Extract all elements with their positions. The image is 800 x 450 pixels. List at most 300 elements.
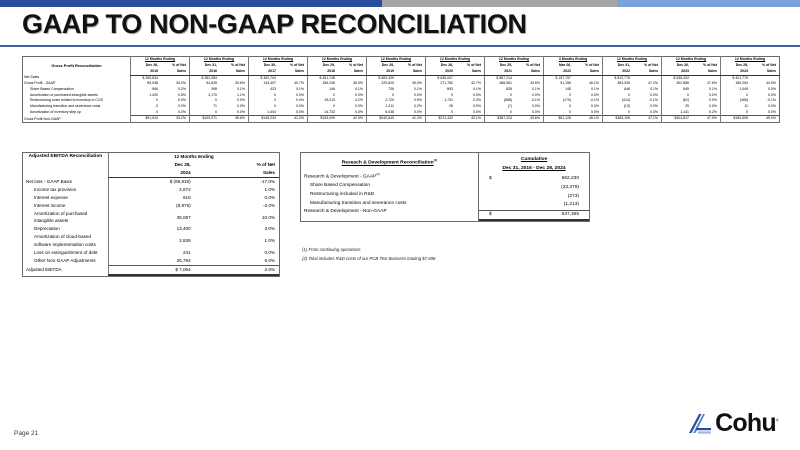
col-sales-label-8: Sales bbox=[632, 69, 662, 75]
cell-percent: 43.6% bbox=[530, 81, 540, 86]
rd-amount-table bbox=[479, 153, 589, 221]
list-item bbox=[23, 202, 279, 210]
rd-row-label: Research & Development - GAAP$^{(2)}$ bbox=[304, 172, 380, 180]
row-label: Share Based Compensation bbox=[30, 86, 74, 91]
rd-row-label: Manufacturing transition and severance costs bbox=[310, 200, 407, 206]
footnote-2: (2) Total includes R&D costs of our PCB Test Business totaling $7,698 bbox=[302, 255, 436, 261]
ebitda-row-value: $ (69,818) bbox=[108, 178, 193, 186]
col-pct-label-9: % of Net bbox=[703, 62, 717, 67]
ebitda-header-spacer bbox=[23, 161, 108, 169]
col-date-7: Mar 26, bbox=[544, 63, 574, 69]
cell-value: 3,170 bbox=[190, 93, 220, 99]
cell-value: 0 bbox=[426, 93, 456, 99]
cell-value: $100,471 bbox=[190, 116, 220, 123]
ebitda-header-spacer-2 bbox=[23, 169, 108, 177]
cell-percent: 35.3% bbox=[353, 81, 363, 86]
gross-profit-section-title: Gross Profit Reconciliation bbox=[51, 62, 102, 68]
ebitda-row-percent: 6.0% bbox=[264, 257, 275, 263]
cell-value: 145 bbox=[544, 87, 574, 93]
cell-value: 383,326 bbox=[603, 81, 633, 87]
rd-label-body bbox=[301, 172, 478, 216]
col-year-6: 2021 bbox=[485, 69, 515, 75]
cell-percent: 0.5% bbox=[414, 98, 422, 103]
rd-amount-row bbox=[479, 184, 589, 193]
ebitda-pct-header-2: Sales bbox=[194, 169, 279, 177]
cell-percent: 0.3% bbox=[473, 98, 481, 103]
cell-value: 0 bbox=[131, 110, 161, 116]
rd-cumulative-period-cell bbox=[479, 165, 589, 176]
row-label: Restructuring costs related to inventory in COS bbox=[30, 98, 103, 103]
cell-value: 0 bbox=[131, 98, 161, 104]
list-item bbox=[23, 194, 279, 202]
cell-value: 423 bbox=[249, 87, 279, 93]
cell-percent: 0.0% bbox=[650, 92, 658, 97]
cell-percent: 0.1% bbox=[709, 86, 717, 91]
cell-value: 0 bbox=[249, 104, 279, 110]
col-sales-label-2: Sales bbox=[278, 69, 308, 75]
cell-percent: 0.0% bbox=[178, 103, 186, 108]
cell-value: 0 bbox=[603, 93, 633, 99]
rd-cumulative-header: Cumulative bbox=[520, 157, 548, 162]
cell-value: 180,294 bbox=[721, 81, 751, 87]
ebitda-row-label: Adjusted EBITDA bbox=[26, 267, 62, 273]
cell-percent: 0.1% bbox=[473, 86, 481, 91]
rd-reconciliation-panel bbox=[300, 152, 590, 222]
cell-value: 1,731 bbox=[426, 98, 456, 104]
rd-row-amount: 662,230 bbox=[561, 176, 579, 182]
cell-percent: 44.9% bbox=[766, 81, 776, 86]
rd-cumulative-header-row bbox=[479, 153, 589, 165]
rd-row bbox=[301, 172, 478, 182]
col-group-7: 3 Months Ending bbox=[544, 57, 603, 63]
col-group-2: 12 Months Ending bbox=[249, 57, 308, 63]
rd-currency-symbol bbox=[479, 201, 534, 210]
table-row bbox=[23, 116, 780, 123]
cell-value: 0 bbox=[367, 93, 397, 99]
ebitda-row-label: Amortization of cloud-based software implementation costs bbox=[34, 234, 96, 248]
cell-percent: 0.2% bbox=[178, 86, 186, 91]
cell-value: 0 bbox=[721, 110, 751, 116]
ebitda-table-head bbox=[23, 153, 279, 178]
cell-value: 386,961 bbox=[485, 81, 515, 87]
rd-row-label: Share Based Compensation bbox=[310, 183, 370, 189]
cell-value: 1,420 bbox=[131, 93, 161, 99]
rd-currency-symbol bbox=[479, 193, 534, 202]
cell-percent: -0.1% bbox=[530, 98, 540, 103]
row-label: Amortization of inventory step up bbox=[30, 109, 81, 114]
col-sales-label-6: Sales bbox=[514, 69, 544, 75]
cell-percent: 0.1% bbox=[355, 86, 363, 91]
col-pct-label-2: % of Net bbox=[290, 62, 304, 67]
cell-value: 0 bbox=[190, 110, 220, 116]
cell-percent: 0.1% bbox=[296, 86, 304, 91]
col-year-4: 2019 bbox=[367, 69, 397, 75]
cell-percent: -0.1% bbox=[766, 98, 776, 103]
col-group-5: 12 Months Ending bbox=[426, 57, 485, 63]
ebitda-title: Adjusted EBITDA Reconciliation bbox=[28, 154, 103, 159]
cell-value: $ 352,704 bbox=[249, 75, 279, 81]
rd-row bbox=[301, 200, 478, 209]
col-sales-label-1: Sales bbox=[219, 69, 249, 75]
cell-percent: 0.1% bbox=[591, 86, 599, 91]
cell-percent: -0.1% bbox=[648, 98, 658, 103]
cohu-trademark: ® bbox=[775, 417, 778, 423]
ebitda-row-percent: 10.0% bbox=[261, 214, 275, 220]
cell-value: 646 bbox=[603, 87, 633, 93]
row-label: Net Sales bbox=[24, 75, 40, 80]
cell-value: 1,211 bbox=[367, 104, 397, 110]
ebitda-row-label: Income tax provision bbox=[34, 186, 77, 192]
ebitda-row-percent: 0.0% bbox=[264, 250, 275, 256]
rd-amount-row bbox=[479, 193, 589, 202]
cell-value: (7) bbox=[485, 104, 515, 110]
list-item bbox=[23, 233, 279, 249]
rd-title: Reseach & Development Reconciliation bbox=[341, 160, 434, 166]
rd-row-label: Research & Development - Non-GAAP bbox=[304, 209, 387, 215]
rd-amount-row bbox=[479, 201, 589, 210]
cell-value: $ 887,214 bbox=[485, 75, 515, 81]
rd-cumulative-period: Dec 31, 2016 - Dec 28, 2024 bbox=[502, 165, 566, 171]
cell-value: $274,432 bbox=[426, 116, 456, 123]
cell-percent: 0.0% bbox=[237, 98, 245, 103]
cell-value: $240,543 bbox=[367, 116, 397, 123]
cell-value: 0 bbox=[426, 110, 456, 116]
col-year-5: 2020 bbox=[426, 69, 456, 75]
cell-value: 143,407 bbox=[249, 81, 279, 87]
accent-segment-light-blue bbox=[617, 0, 800, 7]
col-group-4: 12 Months Ending bbox=[367, 57, 426, 63]
accent-segment-blue bbox=[0, 0, 382, 7]
col-group-6: 12 Months Ending bbox=[485, 57, 544, 63]
cell-value: 0 bbox=[131, 104, 161, 110]
ebitda-period-date: Dec 28, bbox=[108, 161, 193, 169]
cell-percent: 0.2% bbox=[709, 109, 717, 114]
ebitda-table-body bbox=[23, 178, 279, 275]
ebitda-row-value: 241 bbox=[108, 249, 193, 257]
row-label: Manufacturing transition and severance costs bbox=[30, 103, 101, 108]
col-group-1: 12 Months Ending bbox=[190, 57, 249, 63]
cell-value: 845 bbox=[662, 87, 692, 93]
rd-currency-symbol: $ bbox=[489, 176, 492, 182]
cell-value: 91,156 bbox=[544, 81, 574, 87]
rd-row-amount: 637,365 bbox=[534, 210, 589, 220]
list-item bbox=[23, 257, 279, 265]
cell-value: 893 bbox=[426, 87, 456, 93]
ebitda-row-value: 39,087 bbox=[108, 210, 193, 226]
ebitda-header-row-1 bbox=[23, 153, 279, 161]
cell-value: $193,099 bbox=[308, 116, 338, 123]
cell-percent: 0.1% bbox=[414, 86, 422, 91]
cell-percent: 0.0% bbox=[473, 103, 481, 108]
cell-value: 0 bbox=[249, 93, 279, 99]
cell-percent: 45.0% bbox=[750, 116, 780, 123]
col-date-1: Dec 31, bbox=[190, 63, 220, 69]
cell-value: (465) bbox=[721, 98, 751, 104]
list-item bbox=[23, 178, 279, 186]
col-group-10: 12 Months Ending bbox=[721, 57, 780, 63]
cell-value: 566 bbox=[131, 87, 161, 93]
page-number: Page 21 bbox=[14, 430, 39, 437]
cell-percent: 33.2% bbox=[160, 116, 190, 123]
rd-label-table bbox=[301, 153, 478, 217]
cell-percent: 0.0% bbox=[650, 109, 658, 114]
rd-cumulative-header-cell bbox=[479, 153, 589, 165]
cell-value: $91,126 bbox=[544, 116, 574, 123]
cell-value: 0 bbox=[308, 93, 338, 99]
cell-percent: 0.0% bbox=[473, 109, 481, 114]
cell-value: $ 269,634 bbox=[131, 75, 161, 81]
cell-percent: -0.1% bbox=[589, 98, 599, 103]
col-pct-label-5: % of Net bbox=[467, 62, 481, 67]
ebitda-row-label: Depreciation bbox=[34, 226, 60, 232]
rd-row-label: Restructuring included in R&D bbox=[310, 192, 375, 197]
footnotes-block bbox=[302, 246, 435, 263]
rd-cumulative-period-row bbox=[479, 165, 589, 176]
cell-percent: 47.2% bbox=[648, 81, 658, 86]
rd-currency-symbol bbox=[479, 184, 534, 193]
ebitda-row-label: Other Non-GAAP Adjustments bbox=[34, 258, 96, 264]
cell-percent: 0.0% bbox=[355, 103, 363, 108]
cell-value: 1,141 bbox=[662, 110, 692, 116]
col-sales-label-10: Sales bbox=[750, 69, 780, 75]
cell-percent: 0.0% bbox=[296, 103, 304, 108]
col-sales-label-3: Sales bbox=[337, 69, 367, 75]
col-date-9: Dec 30, bbox=[662, 63, 692, 69]
cell-percent: 0.0% bbox=[355, 109, 363, 114]
rd-left-column bbox=[301, 153, 479, 221]
cell-value: (170) bbox=[544, 98, 574, 104]
col-year-0: 2015 bbox=[131, 69, 161, 75]
cell-value: $ 401,779 bbox=[721, 75, 751, 81]
cell-percent: 4.2% bbox=[355, 98, 363, 103]
cell-percent: 33.0% bbox=[176, 81, 186, 86]
ebitda-row-label: Interest expense bbox=[34, 194, 68, 200]
col-pct-label-8: % of Net bbox=[644, 62, 658, 67]
rd-currency-symbol: $ bbox=[479, 210, 534, 220]
row-label: Amortization of purchased intangible assets bbox=[30, 92, 98, 97]
top-accent-bar bbox=[0, 0, 800, 7]
ebitda-row-value: 13,400 bbox=[108, 225, 193, 233]
cohu-logo bbox=[687, 411, 778, 436]
cell-value: $145,234 bbox=[249, 116, 279, 123]
ebitda-row-percent: 3.0% bbox=[264, 226, 275, 232]
gross-profit-table-container bbox=[22, 56, 780, 123]
cell-percent: 1.1% bbox=[237, 92, 245, 97]
ebitda-row-value: (9,976) bbox=[108, 202, 193, 210]
cell-percent: 0.0% bbox=[650, 103, 658, 108]
ebitda-row-percent: 2.0% bbox=[194, 265, 279, 274]
cell-percent: 0.0% bbox=[709, 103, 717, 108]
cell-percent: 0.1% bbox=[650, 86, 658, 91]
cell-value: $ 636,322 bbox=[662, 75, 692, 81]
col-year-3: 2018 bbox=[308, 69, 338, 75]
ebitda-row-percent: 0.0% bbox=[264, 194, 275, 200]
cell-percent: 0.0% bbox=[237, 109, 245, 114]
cell-value: $304,817 bbox=[662, 116, 692, 123]
cell-value: (13) bbox=[603, 104, 633, 110]
cohu-logo-text bbox=[715, 411, 778, 436]
col-sales-label-5: Sales bbox=[455, 69, 485, 75]
cell-value: 25 bbox=[662, 104, 692, 110]
cell-percent: 0.0% bbox=[296, 109, 304, 114]
ebitda-period-year: 2024 bbox=[108, 169, 193, 177]
cell-value: 271,782 bbox=[426, 81, 456, 87]
cell-value: $ 197,757 bbox=[544, 75, 574, 81]
list-item bbox=[23, 249, 279, 257]
rd-row-amount: (23,379) bbox=[561, 184, 579, 190]
cell-value: $ 812,775 bbox=[603, 75, 633, 81]
col-sales-label-0: Sales bbox=[160, 69, 190, 75]
cell-percent: 0.0% bbox=[591, 92, 599, 97]
cell-value: $ 636,007 bbox=[426, 75, 456, 81]
logo-stripes-icon bbox=[687, 413, 713, 435]
cohu-wordmark: Cohu bbox=[715, 409, 776, 437]
rd-amount-body bbox=[479, 175, 589, 220]
col-pct-label-6: % of Net bbox=[526, 62, 540, 67]
ebitda-row-value: 25,794 bbox=[108, 257, 193, 265]
col-year-9: 2023 bbox=[662, 69, 692, 75]
col-year-2: 2017 bbox=[249, 69, 279, 75]
ebitda-row-label: Interest income bbox=[34, 202, 66, 208]
col-year-7: 2022 bbox=[544, 69, 574, 75]
cell-percent: 0.0% bbox=[532, 103, 540, 108]
cell-percent: 47.6% bbox=[707, 81, 717, 86]
rd-row-footnote-marker: (2) bbox=[376, 172, 380, 177]
list-item bbox=[23, 186, 279, 194]
col-date-2: Dec 30, bbox=[249, 63, 279, 69]
col-year-8: 2022 bbox=[603, 69, 633, 75]
row-label: Gross Profit Non-GAAP bbox=[24, 116, 61, 121]
cell-percent: 43.6% bbox=[514, 116, 544, 123]
cell-value: 0 bbox=[249, 98, 279, 104]
col-group-8: 12 Months Ending bbox=[603, 57, 662, 63]
row-label: Gross Profit - GAAP bbox=[24, 81, 56, 86]
cell-value: 1,404 bbox=[249, 110, 279, 116]
cell-value: $180,699 bbox=[721, 116, 751, 123]
list-item bbox=[23, 210, 279, 226]
cell-percent: 47.9% bbox=[691, 116, 721, 123]
adjusted-ebitda-panel bbox=[22, 152, 280, 277]
cell-value: 14,732 bbox=[308, 110, 338, 116]
cell-value: (414) bbox=[603, 98, 633, 104]
col-group-3: 12 Months Ending bbox=[308, 57, 367, 63]
col-pct-label-4: % of Net bbox=[408, 62, 422, 67]
cell-percent: 0.3% bbox=[768, 86, 776, 91]
cell-percent: 0.0% bbox=[178, 109, 186, 114]
cell-percent: 0.0% bbox=[768, 109, 776, 114]
ebitda-period-group: 12 Months Ending bbox=[108, 153, 279, 161]
cell-value: 2,729 bbox=[367, 98, 397, 104]
cell-value: 6,038 bbox=[367, 110, 397, 116]
cell-value: 0 bbox=[662, 93, 692, 99]
cell-value: 19,013 bbox=[308, 98, 338, 104]
list-item bbox=[23, 225, 279, 233]
cell-value: 302,868 bbox=[662, 81, 692, 87]
cell-percent: 0.0% bbox=[414, 92, 422, 97]
cell-value: 11 bbox=[721, 104, 751, 110]
ebitda-row-percent: -17.0% bbox=[260, 179, 275, 185]
col-date-6: Dec 25, bbox=[485, 63, 515, 69]
ebitda-row-value: 618 bbox=[108, 194, 193, 202]
cell-percent: 0.0% bbox=[296, 98, 304, 103]
cell-percent: 0.0% bbox=[473, 92, 481, 97]
cell-value: 71 bbox=[190, 104, 220, 110]
ebitda-row-percent: 1.0% bbox=[264, 186, 275, 192]
cell-percent: 39.4% bbox=[412, 81, 422, 86]
cell-percent: 42.9% bbox=[337, 116, 367, 123]
cell-percent: 47.1% bbox=[632, 116, 662, 123]
cell-percent: 0.1% bbox=[237, 86, 245, 91]
cell-value: 0 bbox=[544, 93, 574, 99]
cell-percent: 0.0% bbox=[768, 103, 776, 108]
cell-percent: 46.1% bbox=[589, 81, 599, 86]
list-item bbox=[23, 265, 279, 274]
rd-amount-row bbox=[479, 210, 589, 220]
cell-value: 0 bbox=[544, 110, 574, 116]
cell-percent: 0.0% bbox=[178, 98, 186, 103]
adjusted-ebitda-table bbox=[23, 153, 279, 276]
ebitda-header-row-3 bbox=[23, 169, 279, 177]
cell-percent: 0.0% bbox=[296, 92, 304, 97]
gross-profit-table bbox=[22, 56, 780, 123]
cell-percent: 41.2% bbox=[396, 116, 426, 123]
cell-value: 146 bbox=[308, 87, 338, 93]
cell-percent: 0.1% bbox=[532, 86, 540, 91]
cell-value: 0 bbox=[190, 98, 220, 104]
cell-value: 0 bbox=[721, 93, 751, 99]
ebitda-row-label: Net loss - GAAP Basis bbox=[26, 178, 72, 184]
col-year-10: 2024 bbox=[721, 69, 751, 75]
cell-percent: 0.0% bbox=[237, 103, 245, 108]
col-pct-label-0: % of Net bbox=[172, 62, 186, 67]
col-pct-label-3: % of Net bbox=[349, 62, 363, 67]
cell-value: 89,038 bbox=[131, 81, 161, 87]
cell-value: 0 bbox=[544, 104, 574, 110]
cell-value: 398 bbox=[190, 87, 220, 93]
cell-percent: 0.0% bbox=[532, 92, 540, 97]
cell-percent: 0.0% bbox=[709, 98, 717, 103]
slide-title: GAAP TO NON-GAAP RECONCILIATION bbox=[22, 9, 527, 39]
cell-percent: 40.7% bbox=[294, 81, 304, 86]
col-date-8: Dec 31, bbox=[603, 63, 633, 69]
cell-percent: 0.0% bbox=[709, 92, 717, 97]
col-group-9: 12 Months Ending bbox=[662, 57, 721, 63]
cell-value: $ 583,329 bbox=[367, 75, 397, 81]
cell-percent: 0.0% bbox=[591, 103, 599, 108]
rd-row bbox=[301, 191, 478, 200]
ebitda-row-label: Loss on extinguishment of debt bbox=[34, 250, 98, 256]
col-sales-label-4: Sales bbox=[396, 69, 426, 75]
ebitda-row-percent: 1.0% bbox=[264, 238, 275, 244]
cell-percent: 0.0% bbox=[532, 109, 540, 114]
cell-percent: 35.6% bbox=[219, 116, 249, 123]
cell-value: 94,828 bbox=[190, 81, 220, 87]
cell-percent: 0.0% bbox=[355, 92, 363, 97]
col-year-1: 2016 bbox=[190, 69, 220, 75]
accent-segment-gray bbox=[382, 0, 617, 7]
cell-percent: 0.0% bbox=[591, 109, 599, 114]
cell-percent: 0.5% bbox=[178, 92, 186, 97]
col-sales-label-9: Sales bbox=[691, 69, 721, 75]
cell-value: 0 bbox=[485, 93, 515, 99]
col-date-4: Dec 28, bbox=[367, 63, 397, 69]
title-underline-rule bbox=[0, 45, 800, 47]
cell-value: 0 bbox=[308, 104, 338, 110]
cell-value: 828 bbox=[485, 87, 515, 93]
cell-percent: 41.2% bbox=[278, 116, 308, 123]
cell-value: 0 bbox=[485, 110, 515, 116]
cell-value: $383,105 bbox=[603, 116, 633, 123]
